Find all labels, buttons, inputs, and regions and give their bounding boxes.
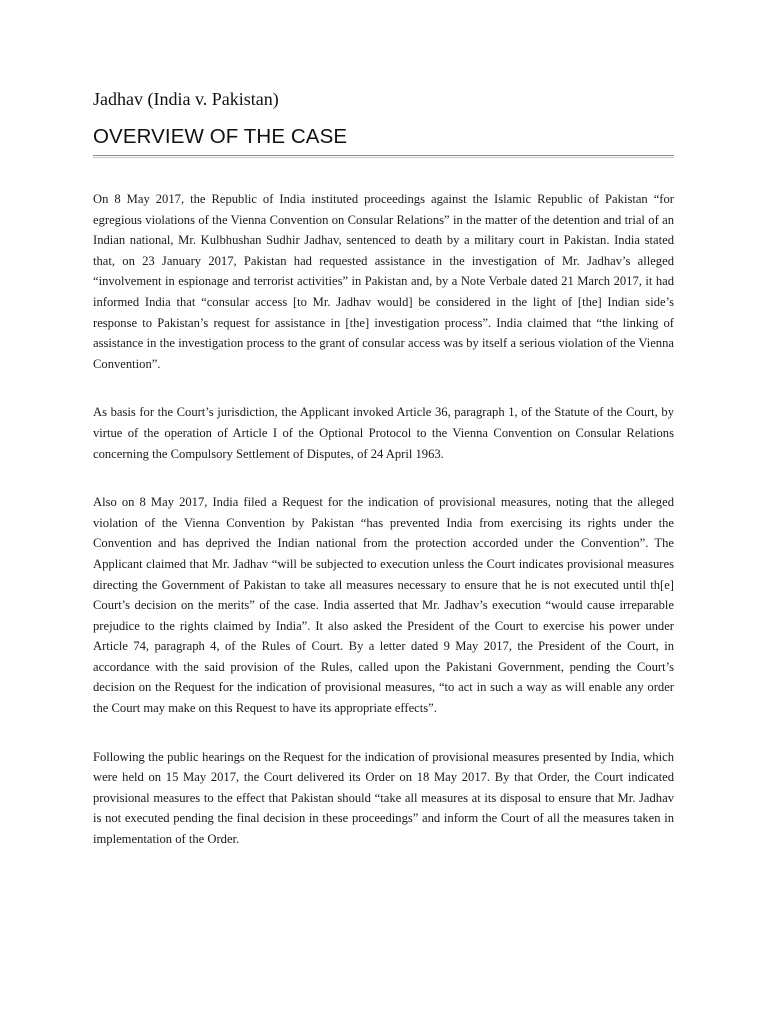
heading-divider [93,155,674,158]
document-body [93,189,674,850]
paragraph-order: Following the public hearings on the Request for the indication of provisional measures presented by India, which were held on 15 May 2017, the Court delivered its Order on 18 May 2017. By that Order, the Court indicated provisional measures to the effect that Pakistan should “take all measures at its disposal to ensure that Mr. Jadhav is not executed pending the final decision in these proceedings” and inform the Court of all the measures taken in implementation of the Order. [93,749,674,847]
document-page [93,88,674,878]
paragraph-proceedings: On 8 May 2017, the Republic of India instituted proceedings against the Islamic Republic of Pakistan “for egregious violations of the Vienna Convention on Consular Relations” in the matter of the detention and trial of an Indian national, Mr. Kulbhushan Sudhir Jadhav, sentenced to death by a military court in Pakistan. India stated that, on 23 January 2017, Pakistan had requested assistance in the investigation of Mr. Jadhav’s alleged “involvement in espionage and terrorist activities” in Pakistan and, by a Note Verbale dated 21 March 2017, it had informed India that “consular access [to Mr. Jadhav would] be considered in the light of [the] Indian side’s response to Pakistan’s request for assistance in [the] investigation process”. India claimed that “the linking of assistance in the investigation process to the grant of consular access was by itself a serious violation of the Vienna Convention”. [93,192,674,371]
paragraph-provisional-request: Also on 8 May 2017, India filed a Request for the indication of provisional measures, noting that the alleged violation of the Vienna Convention by Pakistan “has prevented India from exercising its rights under the Convention and has deprived the Indian national from the protection accorded under the Convention”. The Applicant claimed that Mr. Jadhav “will be subjected to execution unless the Court indicates provisional measures directing the Government of Pakistan to take all measures necessary to ensure that he is not executed until th[e] Court’s decision on the merits” of the case. India asserted that Mr. Jadhav’s execution “would cause irreparable prejudice to the rights claimed by India”. It also asked the President of the Court to exercise his power under Article 74, paragraph 4, of the Rules of Court. By a letter dated 9 May 2017, the President of the Court, in accordance with the said provision of the Rules, called upon the Pakistani Government, pending the Court’s decision on the Request for the indication of provisional measures, “to act in such a way as will enable any order the Court may make on this Request to have its appropriate effects”. [93,495,674,716]
document-title: Jadhav (India v. Pakistan) [93,89,279,109]
paragraph-jurisdiction: As basis for the Court’s jurisdiction, the Applicant invoked Article 36, paragraph 1, of the Statute of the Court, by virtue of the operation of Article I of the Optional Protocol to the Vienna Convention on Consular Relations concerning the Compulsory Settlement of Disputes, of 24 April 1963. [93,405,674,461]
section-heading: OVERVIEW OF THE CASE [93,125,348,148]
